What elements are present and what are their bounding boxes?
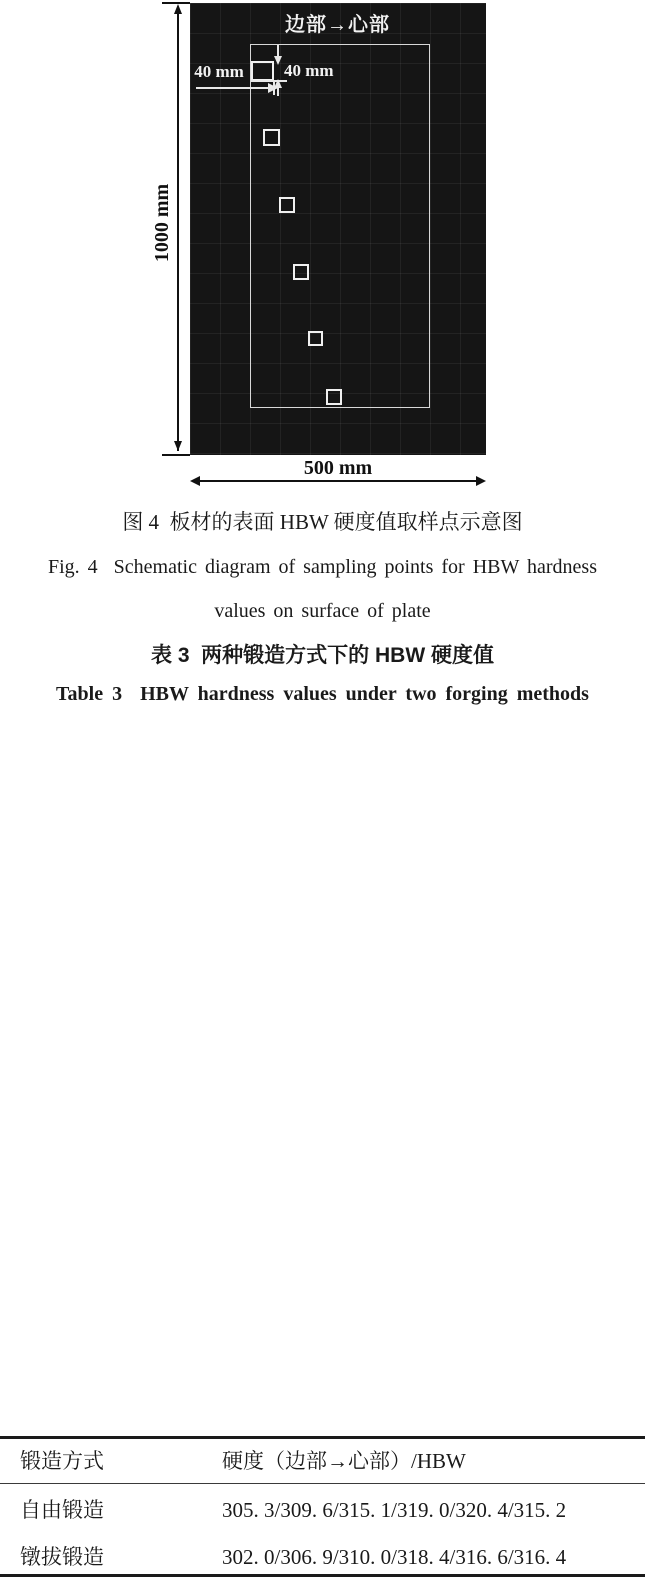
arrowhead-left-icon [190, 476, 200, 486]
dim-40mm-horizontal-line [196, 87, 268, 89]
plate-height-dim-label: 1000 mm [151, 183, 173, 263]
sampling-square-2 [263, 129, 280, 146]
arrowhead-up-icon [174, 4, 182, 14]
table-row1-method: 自由锻造 [20, 1498, 104, 1522]
plate-width-dim-line [192, 480, 484, 482]
flow-direction-label: 边部→心部 [285, 14, 390, 36]
dim-40mm-vertical-line-bottom [277, 88, 279, 96]
sampling-square-4 [293, 264, 309, 280]
table-row1-values: 305. 3/309. 6/315. 1/319. 0/320. 4/315. 2 [222, 1498, 567, 1522]
figure4-diagram [0, 0, 645, 490]
sampling-square-6 [326, 389, 342, 405]
table3-caption-zh: 表 3 两种锻造方式下的 HBW 硬度值 [150, 644, 494, 667]
table-rule-top [0, 1436, 645, 1439]
table3-caption-en: Table 3 HBW hardness values under two forging methods [56, 683, 589, 705]
plate-height-dim-line [177, 7, 179, 451]
table-rule-bottom [0, 1574, 645, 1577]
figure4-caption-en-line1: Fig. 4 Schematic diagram of sampling points for HBW hardness [48, 556, 597, 578]
table-row2-values: 302. 0/306. 9/310. 0/318. 4/316. 6/316. 4 [222, 1545, 567, 1569]
dim-extension-line-vertical [273, 81, 275, 95]
extension-line-bottom [162, 454, 190, 456]
table-row2-method: 镦拔锻造 [20, 1545, 104, 1569]
dim-extension-line-horizontal [251, 80, 287, 82]
sampling-square-3 [279, 197, 295, 213]
arrowhead-right-icon [476, 476, 486, 486]
table-header-hardness: 硬度（边部→心部）/HBW [222, 1449, 466, 1473]
sampling-square-5 [308, 331, 323, 346]
dim-40mm-vertical-label: 40 mm [284, 61, 334, 80]
sampling-square-1 [251, 61, 274, 81]
plate-width-dim-label: 500 mm [303, 457, 373, 479]
figure4-caption-zh: 图 4 板材的表面 HBW 硬度值取样点示意图 [122, 510, 523, 534]
sampling-region-rect [250, 44, 430, 408]
table-rule-header [0, 1483, 645, 1484]
figure4-caption-en-line2: values on surface of plate [214, 600, 431, 622]
table-header-method: 锻造方式 [20, 1449, 104, 1473]
arrowhead-down-icon [274, 56, 282, 65]
dim-40mm-horizontal-label: 40 mm [194, 62, 244, 81]
arrowhead-down-icon [174, 441, 182, 451]
table3 [0, 715, 645, 1569]
